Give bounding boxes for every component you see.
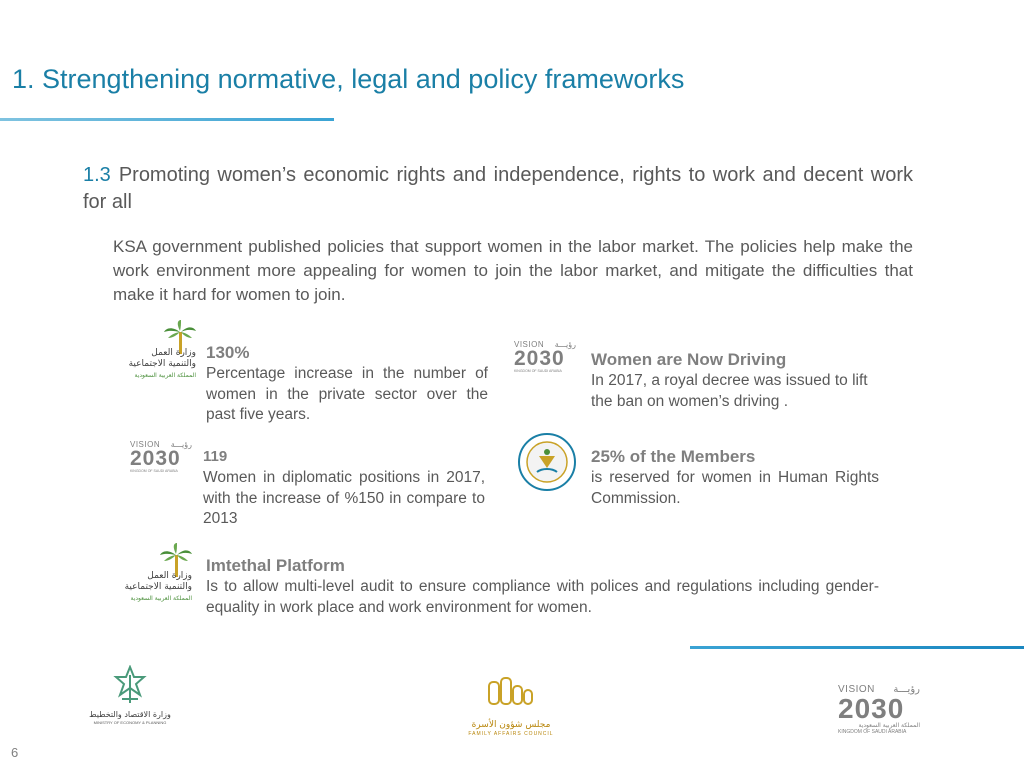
seal-icon [517, 432, 577, 492]
card-head: 119 [203, 448, 228, 465]
vision-year: 2030 [514, 347, 565, 370]
family-affairs-en: FAMILY AFFAIRS COUNCIL [468, 731, 554, 737]
vision-sub: KINGDOM OF SAUDI ARABIA [130, 469, 178, 473]
vision-word: VISION [130, 440, 161, 449]
vision-ar: المملكة العربية السعودية [858, 722, 920, 729]
card-women-driving [591, 349, 883, 412]
card-human-rights [591, 446, 879, 509]
card-imtethal [206, 555, 879, 618]
card-body: Women in diplomatic positions in 2017, with the increase of %150 in compare to 2013 [203, 469, 485, 527]
ministry-labor-ar-1: وزارة العمل [151, 348, 196, 358]
economy-planning-logo [88, 665, 172, 731]
vision-sub: KINGDOM OF SAUDI ARABIA [838, 729, 907, 735]
ministry-labor-ar-2: والتنمية الاجتماعية [124, 582, 192, 592]
vision-2030-footer-logo [838, 684, 920, 744]
title-underline [0, 118, 334, 121]
family-affairs-ar: مجلس شؤون الأسرة [471, 720, 551, 730]
vision-2030-logo [514, 340, 576, 384]
section-number: 1.3 [83, 164, 111, 186]
vision-word: VISION [838, 684, 875, 695]
ministry-labor-logo-2 [114, 543, 194, 605]
ministry-labor-ar-3: المملكة العربية السعودية [130, 595, 192, 602]
ministry-labor-ar-1: وزارة العمل [147, 571, 192, 581]
card-body: Percentage increase in the number of women in the private sector over the past five years. [206, 365, 488, 423]
vision-word: VISION [514, 340, 545, 349]
vision-year: 2030 [838, 693, 905, 724]
section-heading [83, 162, 913, 216]
ministry-labor-ar-3: المملكة العربية السعودية [134, 372, 196, 379]
section-heading-text: Promoting women’s economic rights and independence, rights to work and decent work for all [83, 164, 913, 213]
ministry-labor-ar-2: والتنمية الاجتماعية [128, 359, 196, 369]
human-rights-commission-seal [517, 432, 577, 492]
card-head: Women are Now Driving [591, 350, 787, 369]
vision-ar-top: رؤيـــة [893, 684, 920, 695]
card-head: 25% of the Members [591, 447, 756, 466]
page-number: 6 [11, 745, 19, 760]
card-private-sector [206, 342, 488, 426]
vision-sub: KINGDOM OF SAUDI ARABIA [514, 369, 562, 373]
vision-ar-word: رؤيـــة [170, 440, 192, 449]
card-body: Is to allow multi-level audit to ensure compliance with polices and regulations including gender-equality in work place and work environment for women. [206, 578, 879, 616]
card-head: Imtethal Platform [206, 556, 345, 575]
intro-paragraph: KSA government published policies that support women in the labor market. The policies help make the work environment more appealing for women to join the labor market, and mitigate the difficulties that make it hard for women to join. [113, 237, 913, 304]
economy-planning-en: MINISTRY OF ECONOMY & PLANNING [93, 720, 167, 725]
vision-year: 2030 [130, 447, 181, 470]
vision-ar-word: رؤيـــة [554, 340, 576, 349]
card-body: In 2017, a royal decree was issued to lift the ban on women’s driving . [591, 372, 868, 410]
family-affairs-logo [462, 674, 560, 738]
family-icon [483, 674, 539, 714]
ministry-labor-logo [118, 320, 198, 382]
card-head: 130% [206, 343, 250, 362]
economy-planning-ar: وزارة الاقتصاد والتخطيط [89, 710, 171, 719]
card-body: is reserved for women in Human Rights Commission. [591, 469, 879, 507]
slide-title: 1. Strengthening normative, legal and policy frameworks [12, 64, 685, 94]
emblem-icon [110, 665, 150, 705]
card-diplomatic [203, 446, 485, 530]
vision-2030-logo-2 [130, 440, 192, 484]
footer-divider [690, 646, 1024, 649]
